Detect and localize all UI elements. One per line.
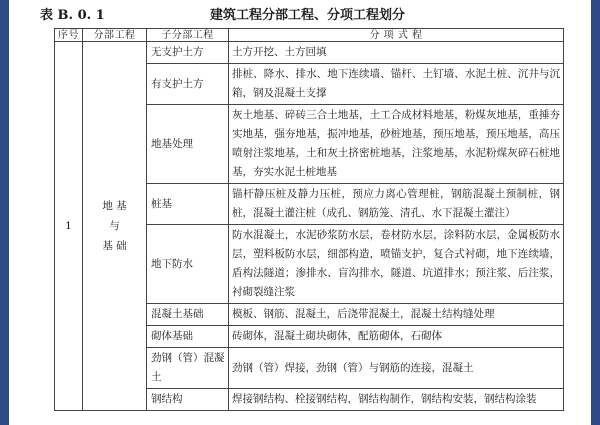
items-cell: 焊接钢结构、栓接钢结构，钢结构制作，钢结构安装，钢结构涂装	[229, 389, 564, 411]
table-number: 表 B. 0. 1	[40, 8, 105, 23]
group-index: 1	[55, 42, 83, 411]
right-border-bar	[591, 0, 600, 425]
subdivision-cell: 有支护土方	[147, 64, 229, 105]
subdivision-cell: 劲钢（管）混凝土	[147, 348, 229, 389]
left-border-bar	[0, 0, 9, 425]
table-title: 建筑工程分部工程、分项工程划分	[210, 8, 406, 23]
items-cell: 防水混凝土，水泥砂浆防水层，卷材防水层，涂料防水层，金属板防水层，塑料板防水层，细部构造，喷锚支护，复合式衬砌，地下连续墙，盾构法隧道；渗排水、盲沟排水，隧道、坑道排水；预注浆、后注浆，衬砌裂缝注浆	[229, 225, 564, 304]
subdivision-cell: 砌体基础	[147, 326, 229, 348]
header-index: 序号	[55, 29, 83, 42]
items-cell: 模板、钢筋、混凝土，后浇带混凝土，混凝土结构缝处理	[229, 304, 564, 326]
items-cell: 劲钢（管）焊接，劲钢（管）与钢筋的连接，混凝土	[229, 348, 564, 389]
subdivision-cell: 钢结构	[147, 389, 229, 411]
header-subdivision: 子分部工程	[147, 29, 229, 42]
table-row	[55, 42, 564, 64]
header-row	[55, 29, 564, 42]
group-name: 地 基 与 基 础	[83, 42, 147, 411]
items-cell: 排桩、降水、排水、地下连续墙、锚杆、土钉墙、水泥土桩、沉井与沉箱，钢及混凝土支撑	[229, 64, 564, 105]
items-cell: 砖砌体，混凝土砌块砌体，配筋砌体，石砌体	[229, 326, 564, 348]
division-table	[54, 28, 564, 411]
subdivision-cell: 桩基	[147, 184, 229, 225]
header-division: 分部工程	[83, 29, 147, 42]
subdivision-cell: 无支护土方	[147, 42, 229, 64]
items-cell: 锚杆静压桩及静力压桩，预应力离心管理桩，钢筋混凝土预制桩，钢桩，混凝土灌注桩（成孔、钢筋笼、清孔、水下混凝土灌注）	[229, 184, 564, 225]
subdivision-cell: 地基处理	[147, 105, 229, 184]
items-cell: 灰土地基、碎砖三合土地基，土工合成材料地基，粉煤灰地基，重捶夯实地基，强夯地基，振冲地基，砂桩地基，预压地基，预压地基，高压喷射注浆地基，土和灰土挤密桩地基，注浆地基，水泥粉煤灰碎石桩地基，夯实水泥土桩地基	[229, 105, 564, 184]
subdivision-cell: 地下防水	[147, 225, 229, 304]
items-cell: 土方开挖、土方回填	[229, 42, 564, 64]
header-items: 分 项 式 程	[229, 29, 564, 42]
subdivision-cell: 混凝土基础	[147, 304, 229, 326]
